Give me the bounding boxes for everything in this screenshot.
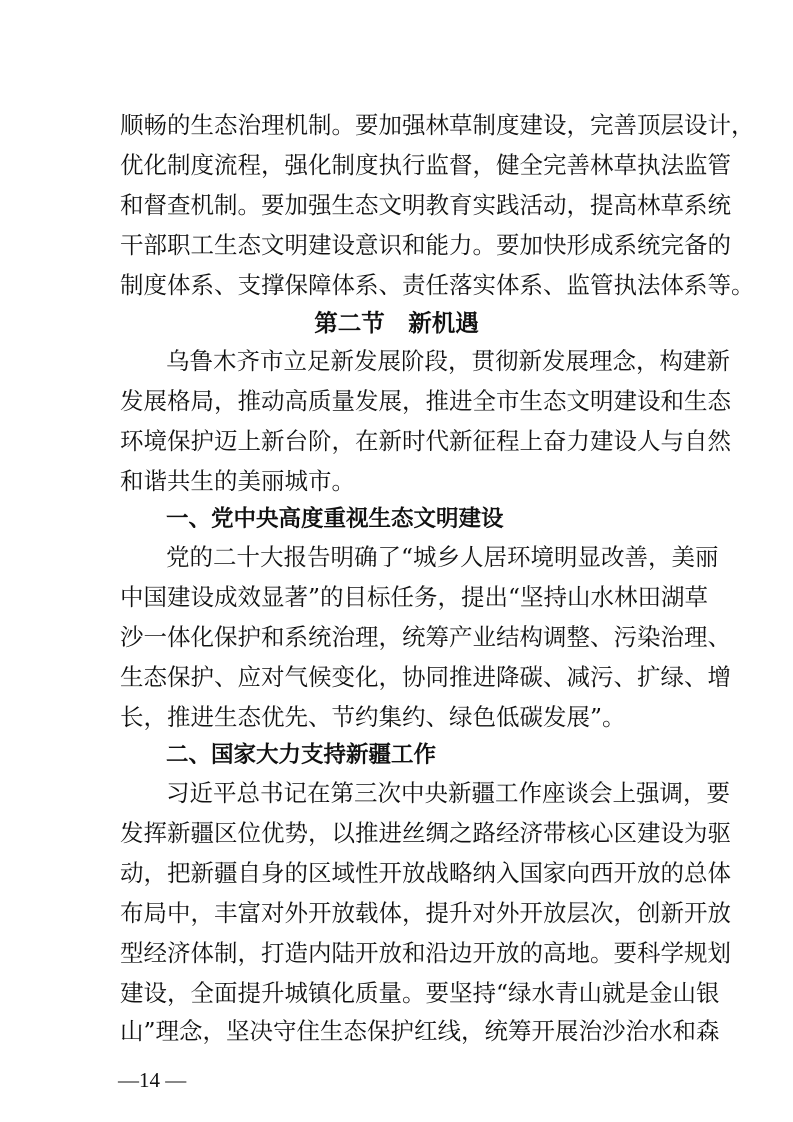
body-line: 型经济体制，打造内陆开放和沿边开放的高地。要科学规划 <box>120 939 731 967</box>
body-line: 动，把新疆自身的区域性开放战略纳入国家向西开放的总体 <box>120 859 731 887</box>
body-line: 和督查机制。要加强生态文明教育实践活动，提高林草系统 <box>120 191 731 219</box>
body-line: 环境保护迈上新台阶，在新时代新征程上奋力建设人与自然 <box>120 427 731 455</box>
body-line: 沙一体化保护和系统治理，统筹产业结构调整、污染治理、 <box>120 623 731 651</box>
body-line: 干部职工生态文明建设意识和能力。要加快形成系统完备的 <box>120 231 731 259</box>
body-line: 中国建设成效显著”的目标任务，提出“坚持山水林田湖草 <box>120 583 709 611</box>
body-line: 制度体系、支撑保障体系、责任落实体系、监管执法体系等。 <box>120 271 755 299</box>
body-line: 乌鲁木齐市立足新发展阶段，贯彻新发展理念，构建新 <box>166 347 730 375</box>
body-line: 生态保护、应对气候变化，协同推进降碳、减污、扩绿、增 <box>120 663 731 691</box>
body-line: 优化制度流程，强化制度执行监督，健全完善林草执法监管 <box>120 151 731 179</box>
body-line: 党的二十大报告明确了“城乡人居环境明显改善，美丽 <box>166 543 719 571</box>
body-line: 布局中，丰富对外开放载体，提升对外开放层次，创新开放 <box>120 899 731 927</box>
subsection-heading: 一、党中央高度重视生态文明建设 <box>166 506 504 532</box>
section-title: 第二节 新机遇 <box>314 309 479 337</box>
body-line: 山”理念，坚决守住生态保护红线，统筹开展治沙治水和森 <box>120 1017 720 1045</box>
body-line: 发展格局，推动高质量发展，推进全市生态文明建设和生态 <box>120 387 731 415</box>
body-line: 和谐共生的美丽城市。 <box>120 467 355 495</box>
body-line: 发挥新疆区位优势，以推进丝绸之路经济带核心区建设为驱 <box>120 819 731 847</box>
body-line: 习近平总书记在第三次中央新疆工作座谈会上强调，要 <box>166 779 730 807</box>
subsection-heading: 二、国家大力支持新疆工作 <box>166 742 437 768</box>
body-line: 建设，全面提升城镇化质量。要坚持“绿水青山就是金山银 <box>120 979 720 1007</box>
body-line: 长，推进生态优先、节约集约、绿色低碳发展”。 <box>120 703 626 731</box>
page-number: —14 — <box>118 1068 187 1092</box>
body-line: 顺畅的生态治理机制。要加强林草制度建设，完善顶层设计， <box>120 111 755 139</box>
